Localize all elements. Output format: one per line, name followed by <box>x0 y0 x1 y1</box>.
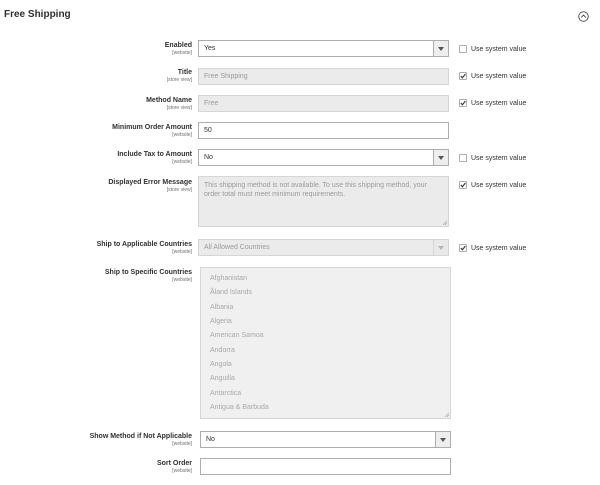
ship-applicable-scope: [website] <box>172 249 192 255</box>
show-method-label: Show Method if Not Applicable <box>89 433 192 440</box>
enabled-system-label: Use system value <box>471 45 527 53</box>
chevron-down-icon <box>433 240 448 255</box>
resize-handle-icon[interactable] <box>442 220 447 225</box>
enabled-value: Yes <box>204 45 216 52</box>
include-tax-select[interactable] <box>198 149 449 166</box>
error-message-scope: [store view] <box>166 187 192 193</box>
method-name-value: Free <box>204 100 219 107</box>
section-title[interactable]: Free Shipping <box>4 9 71 20</box>
enabled-select[interactable] <box>198 40 449 57</box>
ship-applicable-label: Ship to Applicable Countries <box>96 241 192 248</box>
enabled-system-value[interactable] <box>459 45 526 53</box>
enabled-label: Enabled <box>164 42 192 49</box>
title-scope: [store view] <box>166 77 192 83</box>
method-name-system-value[interactable] <box>459 99 526 107</box>
ship-specific-multiselect[interactable] <box>200 267 451 419</box>
include-tax-system-value[interactable] <box>459 154 526 162</box>
country-option[interactable]: Algeria <box>210 318 232 325</box>
title-system-value[interactable] <box>459 72 526 80</box>
country-option[interactable]: Andorra <box>210 347 235 354</box>
sort-order-scope: [website] <box>172 468 192 474</box>
method-name-system-label: Use system value <box>471 99 527 107</box>
error-message-system-label: Use system value <box>471 181 527 189</box>
error-message-textarea[interactable] <box>198 176 449 227</box>
title-input[interactable] <box>198 68 449 85</box>
country-option[interactable]: Åland Islands <box>210 289 253 296</box>
include-tax-scope: [website] <box>172 159 192 165</box>
error-message-label: Displayed Error Message <box>108 179 192 186</box>
show-method-scope: [website] <box>172 441 192 447</box>
min-order-value: 50 <box>204 127 212 134</box>
include-tax-value: No <box>204 154 213 161</box>
show-method-select[interactable] <box>200 431 451 448</box>
country-option[interactable]: Antigua & Barbuda <box>210 404 269 411</box>
country-option[interactable]: Angola <box>210 361 232 368</box>
ship-applicable-select[interactable] <box>198 239 449 256</box>
error-message-system-checkbox[interactable] <box>459 181 467 189</box>
include-tax-system-checkbox[interactable] <box>459 154 467 162</box>
method-name-input[interactable] <box>198 95 449 112</box>
country-option[interactable]: Anguilla <box>210 375 235 382</box>
ship-applicable-value: All Allowed Countries <box>204 244 270 251</box>
ship-specific-scope: [website] <box>172 277 192 283</box>
country-option[interactable]: Albania <box>210 304 234 311</box>
ship-applicable-system-value[interactable] <box>459 244 526 252</box>
ship-specific-label: Ship to Specific Countries <box>104 269 192 276</box>
chevron-down-icon <box>433 41 448 56</box>
method-name-system-checkbox[interactable] <box>459 99 467 107</box>
country-option[interactable]: Antarctica <box>210 390 242 397</box>
enabled-scope: [website] <box>172 50 192 56</box>
min-order-input[interactable] <box>198 122 449 139</box>
title-label: Title <box>177 69 192 76</box>
enabled-system-checkbox[interactable] <box>459 45 467 53</box>
country-option[interactable]: Afghanistan <box>210 275 247 282</box>
sort-order-label: Sort Order <box>156 460 192 467</box>
include-tax-system-label: Use system value <box>471 154 527 162</box>
chevron-down-icon <box>433 150 448 165</box>
ship-applicable-system-label: Use system value <box>471 244 527 252</box>
country-option[interactable]: American Samoa <box>210 332 264 339</box>
title-system-label: Use system value <box>471 72 527 80</box>
ship-applicable-system-checkbox[interactable] <box>459 244 467 252</box>
sort-order-input[interactable] <box>200 458 451 475</box>
title-value: Free Shipping <box>204 73 248 80</box>
collapse-icon[interactable] <box>578 11 589 22</box>
error-message-value: This shipping method is not available. To use this shipping method, your order total must meet minimum requirements. <box>204 182 427 198</box>
include-tax-label: Include Tax to Amount <box>117 151 192 158</box>
title-system-checkbox[interactable] <box>459 72 467 80</box>
min-order-label: Minimum Order Amount <box>112 124 192 131</box>
error-message-system-value[interactable] <box>459 181 526 189</box>
show-method-value: No <box>206 436 215 443</box>
resize-handle-icon[interactable] <box>444 412 449 417</box>
min-order-scope: [website] <box>172 132 192 138</box>
chevron-down-icon <box>435 432 450 447</box>
method-name-scope: [store view] <box>166 105 192 111</box>
method-name-label: Method Name <box>146 97 192 104</box>
